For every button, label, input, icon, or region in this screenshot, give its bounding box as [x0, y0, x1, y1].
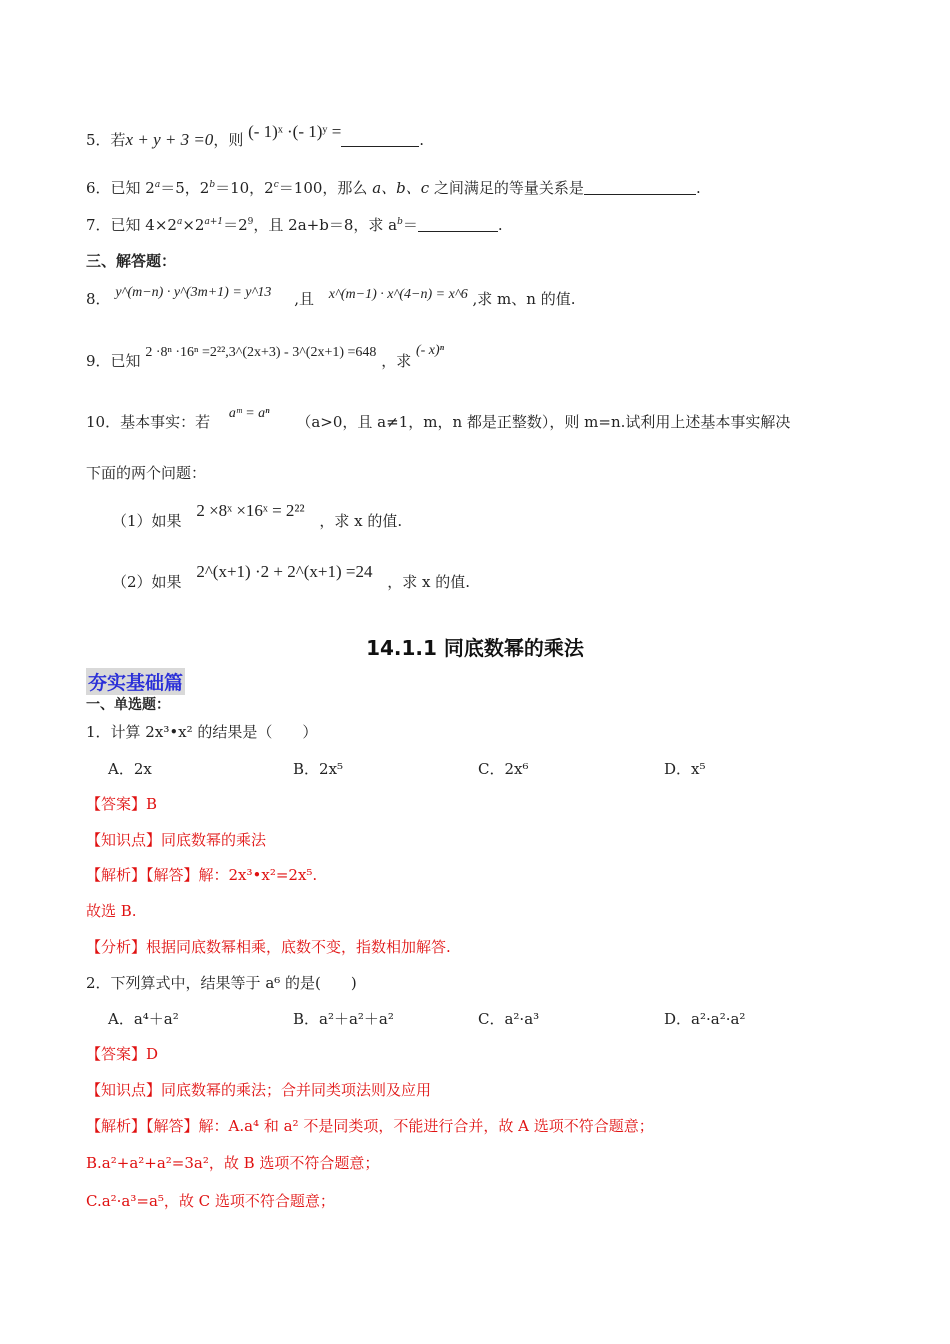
problem-2-answer: 【答案】D [86, 1045, 159, 1063]
problem-2-option-b: B．a²＋a²＋a² [293, 1010, 394, 1028]
problem-1-choice: 故选 B. [86, 902, 137, 920]
problem-1-fenxi: 【分析】根据同底数幂相乘，底数不变，指数相加解答. [86, 938, 451, 956]
question-10-part-2: （2）如果 2^(x+1) ·2 + 2^(x+1) =24 ，求 x 的值. [112, 562, 470, 591]
problem-2-analysis: 【解析】【解答】解：A.a⁴ 和 a² 不是同类项，不能进行合并，故 A 选项不符合题意； [86, 1117, 654, 1135]
problem-2-option-c: C．a²·a³ [478, 1010, 540, 1028]
question-10: 10．基本事实：若 aᵐ = aⁿ （a>0，且 a≠1，m，n 都是正整数），则 m=n.试利用上述基本事实解决 [86, 406, 791, 431]
page-title: 14.1.1 同底数幂的乘法 [366, 636, 584, 660]
q10-expression: aᵐ = aⁿ [228, 406, 270, 421]
answer-blank [418, 217, 498, 232]
problem-2-option-a: A．a⁴＋a² [108, 1010, 179, 1028]
problem-1-analysis: 【解析】【解答】解：2x³•x²=2x⁵. [86, 866, 318, 884]
problem-1-question: 1．计算 2x³•x² 的结果是（ ） [86, 723, 318, 741]
question-9: 9．已知 2 ·8ⁿ ·16ⁿ =2²²,3^(2x+3) - 3^(2x+1) =648 ，求 (- x)ⁿ [86, 343, 445, 370]
q8-expression-2: x^(m−1) · x^(4−n) = x^6 [328, 287, 468, 302]
section-heading-1: 一、单选题： [86, 697, 170, 713]
q10-1-expression: 2 ×8ˣ ×16ˣ = 2²² [196, 501, 305, 520]
q9-expression-1: 2 ·8ⁿ ·16ⁿ =2²²,3^(2x+3) - 3^(2x+1) =648 [145, 345, 377, 360]
answer-blank [341, 132, 419, 147]
q5-equation: x + y + 3 =0 [125, 130, 214, 149]
answer-blank [584, 180, 696, 195]
question-5: 5．若x + y + 3 =0，则 (- 1)ˣ ·(- 1)ʸ = . [86, 122, 425, 149]
q8-expression-1: y^(m−n) · y^(3m+1) = y^13 [115, 285, 272, 300]
question-7: 7．已知 $4\times 2^a\times 2^{a+1}=2^9$，且 2a+b＝8，求 $a^b=$ . [86, 216, 503, 234]
question-10-line-2: 下面的两个问题： [86, 464, 207, 482]
problem-1-option-b: B．2x⁵ [293, 760, 344, 778]
problem-2-question: 2．下列算式中，结果等于 a⁶ 的是( ) [86, 974, 357, 992]
basic-section-label: 夯实基础篇 [86, 668, 185, 695]
question-6: 6．已知 $2^a=5$，$2^b=10$，$2^c=100$，那么 a、b、c 之间满足的等量关系是 . [86, 179, 701, 197]
problem-1-option-d: D．x⁵ [664, 760, 706, 778]
question-10-part-1: （1）如果 2 ×8ˣ ×16ˣ = 2²² ，求 x 的值. [112, 501, 403, 530]
question-8: 8． y^(m−n) · y^(3m+1) = y^13 ,且 x^(m−1) · x^(4−n) = x^6 ,求 m、n 的值. [86, 285, 576, 308]
section-heading-3: 三、解答题： [86, 252, 177, 270]
problem-1-answer: 【答案】B [86, 795, 158, 813]
q5-expression: (- 1)ˣ ·(- 1)ʸ = [248, 122, 342, 141]
problem-1-knowledge: 【知识点】同底数幂的乘法 [86, 831, 267, 849]
problem-2-line-b: B.a²+a²+a²=3a²，故 B 选项不符合题意； [86, 1154, 380, 1172]
problem-2-option-d: D．a²·a²·a² [664, 1010, 746, 1028]
problem-2-knowledge: 【知识点】同底数幂的乘法；合并同类项法则及应用 [86, 1081, 432, 1099]
q10-2-expression: 2^(x+1) ·2 + 2^(x+1) =24 [196, 562, 373, 581]
problem-1-option-c: C．2x⁶ [478, 760, 529, 778]
q9-expression-2: (- x)ⁿ [415, 343, 445, 358]
problem-1-option-a: A．2x [108, 760, 152, 778]
problem-2-line-c: C.a²·a³=a⁵，故 C 选项不符合题意； [86, 1192, 335, 1210]
